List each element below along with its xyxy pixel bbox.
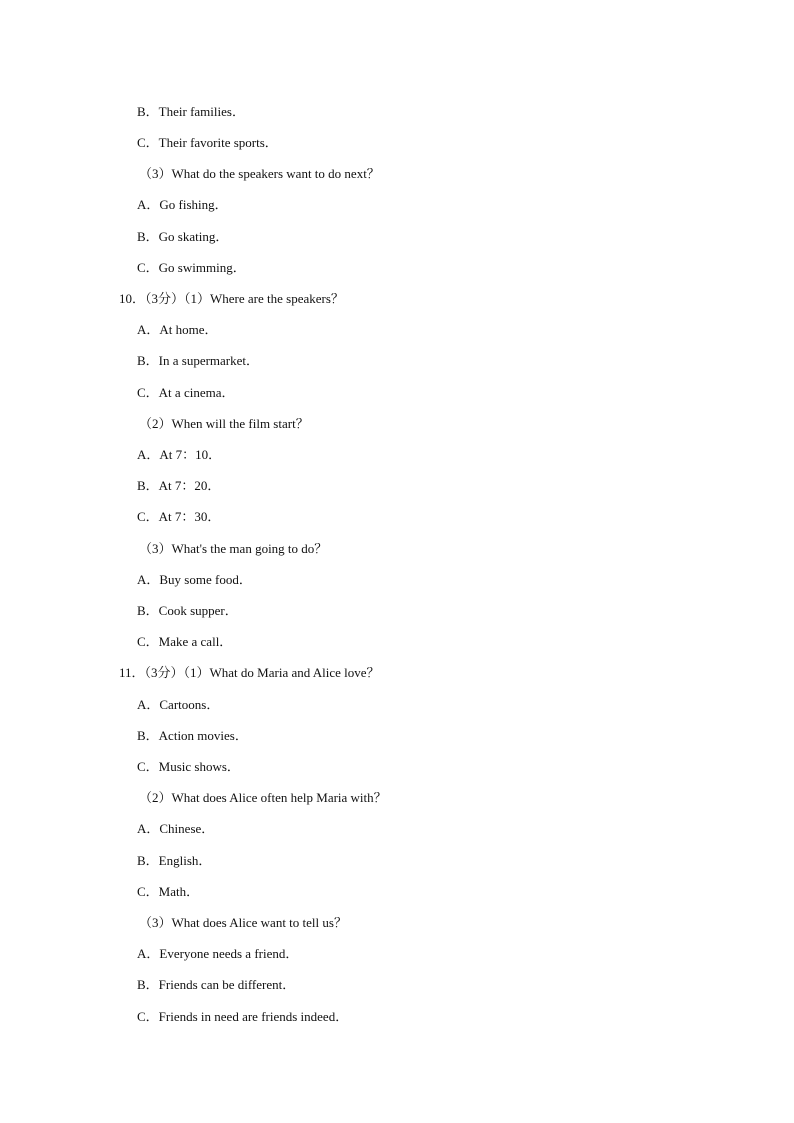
option-line: B．Friends can be different．	[137, 977, 296, 992]
sub-question-line: （2）When will the film start？	[139, 416, 309, 431]
option-line: A．Buy some food．	[137, 572, 252, 587]
sub-question-line: （3）What do the speakers want to do next？	[139, 166, 380, 181]
option-line: B．Their families．	[137, 104, 245, 119]
sub-question-line: （2）What does Alice often help Maria with？	[139, 790, 387, 805]
option-line: C．Music shows．	[137, 759, 240, 774]
option-line: C．Their favorite sports．	[137, 135, 278, 150]
option-line: C．At 7：30．	[137, 509, 221, 524]
question-line: 11．（3分）（1）What do Maria and Alice love？	[119, 665, 380, 680]
option-line: B．Action movies．	[137, 728, 248, 743]
option-line: C．Make a call．	[137, 634, 233, 649]
option-line: C．At a cinema．	[137, 385, 235, 400]
option-line: B．English．	[137, 853, 212, 868]
option-line: A．Everyone needs a friend．	[137, 946, 299, 961]
option-line: A．Cartoons．	[137, 697, 220, 712]
option-line: A．Chinese．	[137, 821, 215, 836]
sub-question-line: （3）What's the man going to do？	[139, 541, 328, 556]
option-line: C．Math．	[137, 884, 200, 899]
option-line: B．Go skating．	[137, 229, 229, 244]
option-line: A．Go fishing．	[137, 197, 228, 212]
option-line: B．In a supermarket．	[137, 353, 260, 368]
option-line: B．Cook supper．	[137, 603, 238, 618]
option-line: C．Go swimming．	[137, 260, 246, 275]
option-line: A．At 7：10．	[137, 447, 222, 462]
option-line: C．Friends in need are friends indeed．	[137, 1009, 349, 1024]
option-line: B．At 7：20．	[137, 478, 221, 493]
sub-question-line: （3）What does Alice want to tell us？	[139, 915, 347, 930]
option-line: A．At home．	[137, 322, 218, 337]
question-line: 10．（3分）（1）Where are the speakers？	[119, 291, 344, 306]
